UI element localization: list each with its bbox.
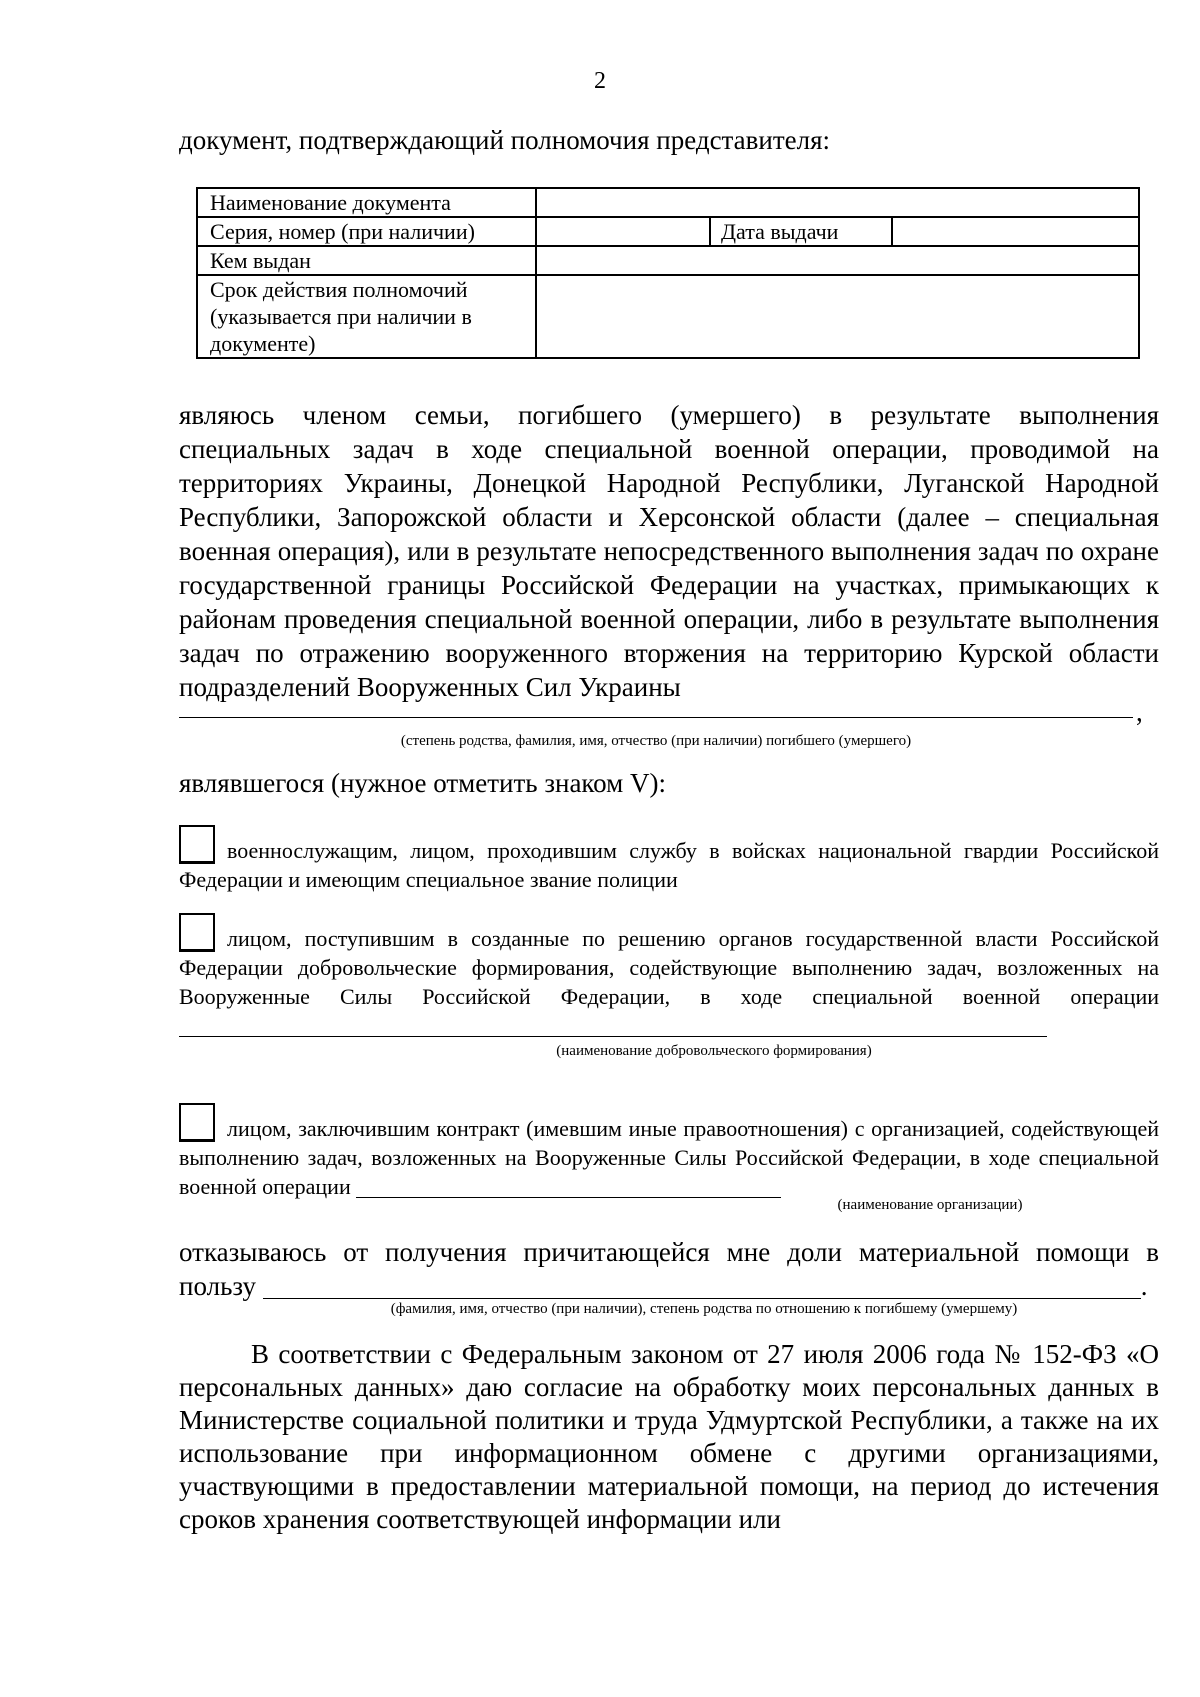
refuse-text: отказываюсь от получения причитающейся мне доли материальной помощи в пользу	[179, 1237, 1159, 1301]
table-row	[197, 188, 1139, 217]
document-table	[196, 187, 1140, 359]
volunteer-formation-fill-line[interactable]	[179, 1014, 1047, 1037]
series-label: Серия, номер (при наличии)	[197, 217, 536, 246]
volunteer-formation-caption: (наименование добровольческого формирования)	[556, 1043, 872, 1059]
consent-paragraph: В соответствии с Федеральным законом от 27 июля 2006 года № 152-ФЗ «О персональных данных» даю согласие на обработку моих персональных данных в Министерстве социальной политики и труда Удмуртской Республики, а также на их использование при информационном обмене с другими организациями, участвующими в предоставлении материальной помощи, на период до истечения сроков хранения соответствующей информации или	[179, 1339, 1159, 1534]
option-volunteer-checkbox[interactable]	[179, 913, 215, 952]
doc-name-label: Наименование документа	[197, 188, 536, 217]
deceased-caption: (степень родства, фамилия, имя, отчество (при наличии) погибшего (умершего)	[400, 733, 912, 749]
page-number: 2	[594, 68, 606, 94]
option-contract-checkbox[interactable]	[179, 1103, 215, 1142]
option-contract-text: лицом, заключившим контракт (имевшим иные правоотношения) с организацией, содействующей выполнению задач, возложенных на Вооруженные Силы Российской Федерации, в ходе специальной военной операции	[179, 1116, 1159, 1199]
issue-date-label: Дата выдачи	[711, 218, 893, 245]
choose-instruction: являвшегося (нужное отметить знаком V):	[179, 768, 666, 798]
beneficiary-caption: (фамилия, имя, отчество (при наличии), степень родства по отношению к погибшему (умершему)	[390, 1301, 1018, 1317]
option-volunteer-text: лицом, поступившим в созданные по решению органов государственной власти Российской Федерации добровольческие формирования, содействующие выполнению задач, возложенных на Вооруженные Силы Российской Федерации, в ходе специальной военной операции	[179, 926, 1159, 1009]
member-paragraph: являюсь членом семьи, погибшего (умершего) в результате выполнения специальных задач в ходе специальной военной операции, проводимой на территориях Украины, Донецкой Народной Республики, Луганской Народной Республики, Запорожской области и Херсонской области (далее – специальная военная операция), или в результате непосредственного выполнения задач по охране государственной границы Российской Федерации на участках, примыкающих к районам проведения специальной военной операции, либо в результате выполнения задач по отражению вооруженного вторжения на территорию Курской области подразделений Вооруженных Сил Украины	[179, 400, 1159, 702]
validity-label: Срок действия полномочий (указывается при наличии в документе)	[197, 275, 536, 358]
deceased-fill-line[interactable]	[179, 717, 1133, 718]
beneficiary-fill-line[interactable]	[263, 1272, 1141, 1299]
deceased-comma: ,	[1136, 697, 1143, 727]
issued-by-label: Кем выдан	[197, 246, 536, 275]
option-serviceman-text: военнослужащим, лицом, проходившим службу в войсках национальной гвардии Российской Федерации и имеющим специальное звание полиции	[179, 838, 1159, 892]
doc-name-value[interactable]	[536, 188, 1139, 217]
option-contract	[179, 1103, 1159, 1201]
series-row-cells	[536, 217, 1139, 246]
organization-fill-line[interactable]	[356, 1175, 781, 1198]
table-row	[197, 275, 1139, 358]
issue-date-value[interactable]	[893, 218, 1138, 245]
option-serviceman-checkbox[interactable]	[179, 825, 215, 864]
option-serviceman	[179, 825, 1159, 894]
validity-value[interactable]	[536, 275, 1139, 358]
lead-text: документ, подтверждающий полномочия представителя:	[179, 125, 831, 155]
option-volunteer	[179, 913, 1159, 1040]
organization-caption: (наименование организации)	[837, 1197, 1023, 1213]
refuse-paragraph	[179, 1235, 1159, 1303]
issued-by-value[interactable]	[536, 246, 1139, 275]
table-row	[197, 246, 1139, 275]
series-value[interactable]	[537, 218, 711, 245]
table-row	[197, 217, 1139, 246]
refuse-period: .	[1140, 1271, 1148, 1301]
